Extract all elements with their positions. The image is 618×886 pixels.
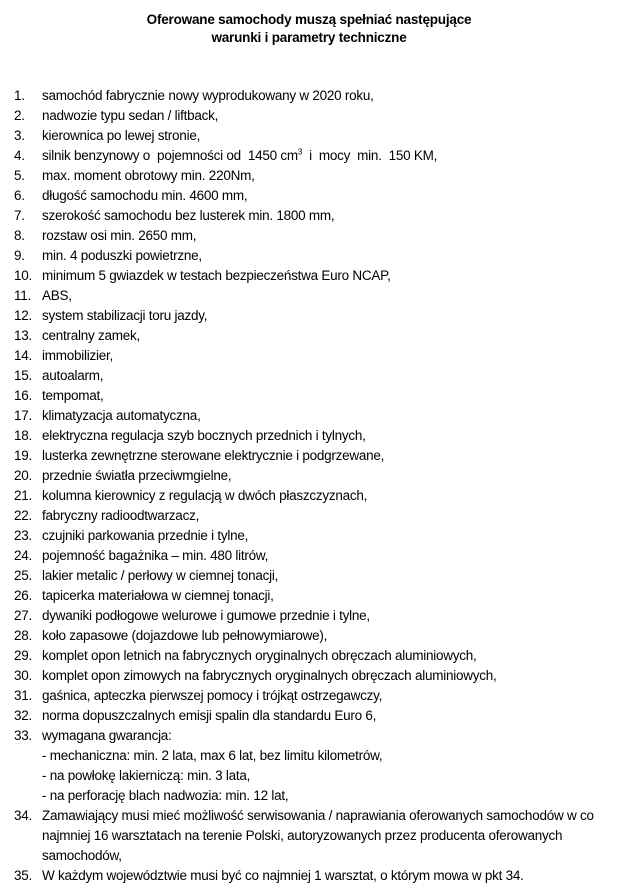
item-number: 22. — [14, 508, 33, 523]
item-number: 20. — [14, 468, 33, 483]
item-number: 21. — [14, 488, 33, 503]
item-text: norma dopuszczalnych emisji spalin dla standardu Euro 6, — [42, 708, 377, 723]
item-text: system stabilizacji toru jazdy, — [42, 308, 208, 323]
list-item — [14, 686, 614, 706]
item-number: 27. — [14, 608, 33, 623]
item-text: koło zapasowe (dojazdowe lub pełnowymiarowe), — [42, 628, 328, 643]
item-text: fabryczny radioodtwarzacz, — [42, 508, 200, 523]
item-number: 25. — [14, 568, 33, 583]
list-item — [14, 366, 614, 386]
document-title — [0, 11, 618, 47]
list-item — [14, 326, 614, 346]
list-item — [14, 126, 614, 146]
item-number: 30. — [14, 668, 33, 683]
list-item — [14, 346, 614, 366]
list-item — [14, 186, 614, 206]
item-number: 33. — [14, 728, 33, 743]
item-number: 8. — [14, 228, 25, 243]
item-number: 15. — [14, 368, 33, 383]
item-number: 34. — [14, 808, 33, 823]
superscript-3: 3 — [297, 147, 303, 157]
item-number: 29. — [14, 648, 33, 663]
list-item-service — [14, 806, 614, 866]
item-number: 6. — [14, 188, 25, 203]
item-number: 9. — [14, 248, 25, 263]
title-line-1: Oferowane samochody muszą spełniać następujące — [146, 12, 472, 27]
item-text: max. moment obrotowy min. 220Nm, — [42, 168, 255, 183]
item-number: 23. — [14, 528, 33, 543]
item-text: rozstaw osi min. 2650 mm, — [42, 228, 197, 243]
list-item — [14, 406, 614, 426]
item-text: szerokość samochodu bez lusterek min. 1800 mm, — [42, 208, 335, 223]
item-number: 5. — [14, 168, 25, 183]
item-number: 32. — [14, 708, 33, 723]
item-number: 11. — [14, 288, 32, 303]
item-number: 13. — [14, 328, 33, 343]
list-item — [14, 506, 614, 526]
list-item — [14, 86, 614, 106]
item-number: 4. — [14, 148, 25, 163]
list-item — [14, 606, 614, 626]
item-text: autoalarm, — [42, 368, 104, 383]
item-text: samochód fabrycznie nowy wyprodukowany w 2020 roku, — [42, 88, 374, 103]
item-text: immobilizier, — [42, 348, 114, 363]
list-item — [14, 586, 614, 606]
service-line-3: samochodów, — [42, 848, 122, 863]
item-text: komplet opon zimowych na fabrycznych oryginalnych obręczach aluminiowych, — [42, 668, 497, 683]
list-item — [14, 106, 614, 126]
item-text: czujniki parkowania przednie i tylne, — [42, 528, 249, 543]
item-number: 14. — [14, 348, 33, 363]
title-line-2: warunki i parametry techniczne — [211, 30, 407, 45]
list-item — [14, 646, 614, 666]
warranty-perforation: - na perforację blach nadwozia: min. 12 lat, — [42, 788, 289, 803]
item-text — [42, 146, 614, 166]
item-number: 31. — [14, 688, 33, 703]
list-item — [14, 466, 614, 486]
item-text: min. 4 poduszki powietrzne, — [42, 248, 202, 263]
list-item — [14, 306, 614, 326]
item-number: 3. — [14, 128, 25, 143]
item-number: 7. — [14, 208, 25, 223]
item-text: kierownica po lewej stronie, — [42, 128, 201, 143]
item-text: długość samochodu min. 4600 mm, — [42, 188, 248, 203]
item-text: dywaniki podłogowe welurowe i gumowe przednie i tylne, — [42, 608, 370, 623]
warranty-paint: - na powłokę lakierniczą: min. 3 lata, — [42, 768, 251, 783]
list-item — [14, 246, 614, 266]
item-number: 26. — [14, 588, 33, 603]
item-number: 17. — [14, 408, 33, 423]
item-number: 10. — [14, 268, 33, 283]
engine-text-after: i mocy min. 150 KM, — [302, 148, 438, 163]
list-item — [14, 546, 614, 566]
list-item — [14, 226, 614, 246]
item-text: W każdym województwie musi być co najmniej 1 warsztat, o którym mowa w pkt 34. — [42, 868, 524, 883]
item-number: 19. — [14, 448, 33, 463]
item-text: lusterka zewnętrzne sterowane elektrycznie i podgrzewane, — [42, 448, 385, 463]
list-item — [14, 146, 614, 166]
item-text: klimatyzacja automatyczna, — [42, 408, 201, 423]
service-line-2: najmniej 16 warsztatach na terenie Polski, autoryzowanych przez producenta oferowanych — [42, 828, 563, 843]
list-item — [14, 446, 614, 466]
list-item — [14, 526, 614, 546]
list-item — [14, 426, 614, 446]
item-number: 28. — [14, 628, 33, 643]
list-item — [14, 486, 614, 506]
item-text: ABS, — [42, 288, 72, 303]
item-number: 2. — [14, 108, 25, 123]
item-text: tempomat, — [42, 388, 104, 403]
item-number: 16. — [14, 388, 33, 403]
item-number: 35. — [14, 868, 33, 883]
item-number: 12. — [14, 308, 33, 323]
service-line-1: Zamawiający musi mieć możliwość serwisowania / naprawiania oferowanych samochodów w co — [42, 808, 594, 823]
item-number: 1. — [14, 88, 25, 103]
list-item — [14, 386, 614, 406]
requirements-list — [14, 86, 614, 886]
item-text: elektryczna regulacja szyb bocznych przednich i tylnych, — [42, 428, 366, 443]
list-item — [14, 286, 614, 306]
list-item — [14, 566, 614, 586]
item-text: lakier metalic / perłowy w ciemnej tonacji, — [42, 568, 279, 583]
list-item — [14, 166, 614, 186]
item-text: gaśnica, apteczka pierwszej pomocy i trójkąt ostrzegawczy, — [42, 688, 383, 703]
item-text — [42, 726, 614, 806]
item-text: komplet opon letnich na fabrycznych oryginalnych obręczach aluminiowych, — [42, 648, 477, 663]
item-number: 18. — [14, 428, 33, 443]
item-number: 24. — [14, 548, 33, 563]
item-text: tapicerka materiałowa w ciemnej tonacji, — [42, 588, 274, 603]
engine-text-before: silnik benzynowy o pojemności od 1450 cm — [42, 148, 298, 163]
list-item — [14, 866, 614, 886]
list-item — [14, 266, 614, 286]
list-item — [14, 706, 614, 726]
warranty-mechanical: - mechaniczna: min. 2 lata, max 6 lat, bez limitu kilometrów, — [42, 748, 383, 763]
list-item — [14, 666, 614, 686]
item-text: pojemność bagażnika – min. 480 litrów, — [42, 548, 269, 563]
item-text: kolumna kierownicy z regulacją w dwóch płaszczyznach, — [42, 488, 368, 503]
item-text: nadwozie typu sedan / liftback, — [42, 108, 219, 123]
list-item-warranty — [14, 726, 614, 806]
list-item — [14, 626, 614, 646]
warranty-heading: wymagana gwarancja: — [42, 728, 172, 743]
item-text: centralny zamek, — [42, 328, 141, 343]
item-text — [42, 806, 614, 866]
list-item — [14, 206, 614, 226]
item-text: przednie światła przeciwmgielne, — [42, 468, 232, 483]
item-text: minimum 5 gwiazdek w testach bezpieczeństwa Euro NCAP, — [42, 268, 391, 283]
